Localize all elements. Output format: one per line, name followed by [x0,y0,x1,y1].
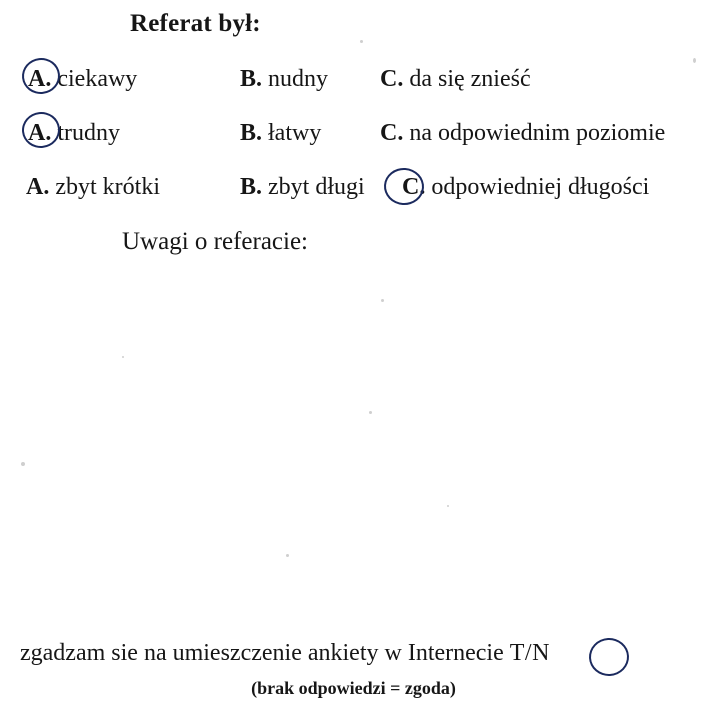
option-letter: B. [240,174,263,200]
consent-choices[interactable]: T/N [509,640,550,666]
option-letter: C. [380,66,404,92]
option-b-difficulty[interactable] [240,120,321,147]
option-a-quality[interactable] [28,66,137,93]
answer-row-difficulty [22,120,702,160]
scan-speck [693,58,696,63]
answer-row-quality [22,66,702,106]
option-text: trudny [57,120,121,146]
consent-line [20,640,550,667]
option-text: łatwy [268,120,322,146]
option-text: ciekawy [57,66,138,92]
option-letter: A. [28,66,52,92]
option-letter: B. [240,120,263,146]
remarks-label: Uwagi o referacie: [122,228,308,255]
consent-text: zgadzam sie na umieszczenie ankiety w Internecie [20,640,504,666]
option-letter: B. [240,66,263,92]
option-c-difficulty[interactable] [380,120,665,147]
option-letter: C. [402,174,426,200]
option-c-quality[interactable] [380,66,531,93]
option-a-length[interactable] [26,174,160,201]
option-b-length[interactable] [240,174,365,201]
option-text: zbyt krótki [55,174,160,200]
ink-circle-mark-consent-t [588,637,630,677]
option-text: da się znieść [409,66,531,92]
option-letter: A. [28,120,52,146]
option-text: zbyt długi [268,174,365,200]
scan-speck [360,40,363,43]
option-letter: A. [26,174,50,200]
question-title: Referat był: [130,10,261,37]
consent-note: (brak odpowiedzi = zgoda) [251,678,456,698]
answer-row-length [22,174,702,214]
option-text: na odpowiednim poziomie [409,120,666,146]
option-letter: C. [380,120,404,146]
option-text: odpowiedniej długości [431,174,650,200]
option-b-quality[interactable] [240,66,328,93]
option-a-difficulty[interactable] [28,120,120,147]
option-c-length[interactable] [402,174,649,201]
option-text: nudny [268,66,329,92]
remarks-write-area[interactable] [0,280,707,620]
